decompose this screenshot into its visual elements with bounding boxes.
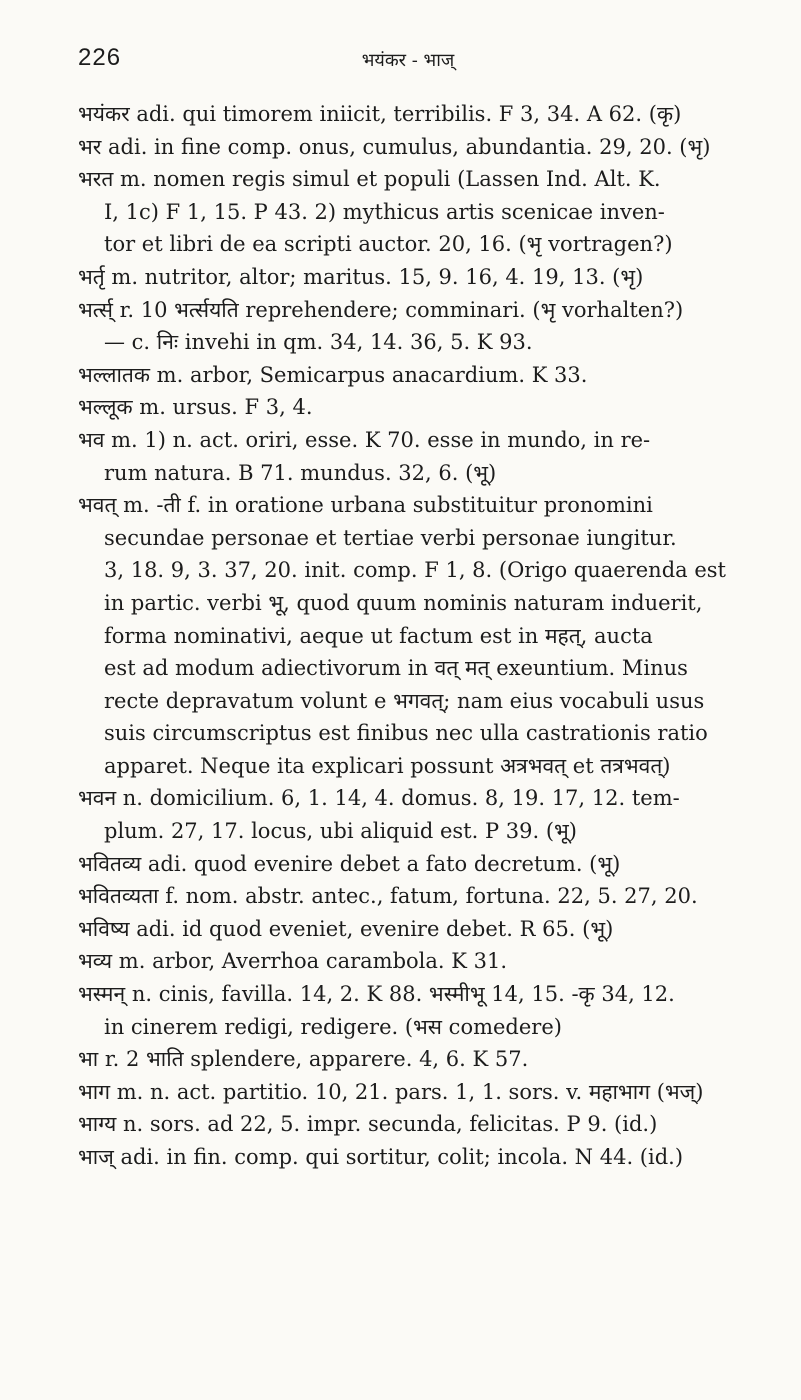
entry-continuation: — c. निः invehi in qm. 34, 14. 36, 5. K 93. — [104, 330, 533, 355]
entry-bhasman — [78, 978, 750, 1043]
entry-bhallataka — [78, 359, 750, 392]
entry-continuation: plum. 27, 17. locus, ubi aliquid est. P 39. (भू) — [104, 819, 577, 844]
entry-bhava — [78, 424, 750, 489]
entry-continuation: suis circumscriptus est finibus nec ulla castrationis ratio — [104, 721, 708, 746]
entry-continuation: tor et libri de ea scripti auctor. 20, 16. (भृ vortragen?) — [104, 232, 673, 257]
entry-bhavitavya — [78, 848, 750, 881]
entry-headline: भर्तृ m. nutritor, altor; maritus. 15, 9. 16, 4. 19, 13. (भृ) — [78, 264, 644, 289]
entry-headline: भरत m. nomen regis simul et populi (Lassen Ind. Alt. K. — [78, 167, 661, 192]
dictionary-entries — [78, 98, 750, 1174]
entry-headline: भविष्य adi. id quod eveniet, evenire debet. R 65. (भू) — [78, 916, 614, 941]
entry-bhartr — [78, 261, 750, 294]
entry-headline: भाज् adi. in fin. comp. qui sortitur, colit; incola. N 44. (id.) — [78, 1145, 684, 1169]
entry-continuation: rum natura. B 71. mundus. 32, 6. (भू) — [104, 460, 497, 485]
entry-bhagya — [78, 1108, 750, 1141]
entry-bha — [78, 1043, 750, 1076]
entry-continuation: I, 1c) F 1, 15. P 43. 2) mythicus artis scenicae inven- — [104, 199, 665, 224]
entry-continuation: secundae personae et tertiae verbi personae iungitur. — [104, 525, 677, 550]
entry-headline: भवन n. domicilium. 6, 1. 14, 4. domus. 8, 19. 17, 12. tem- — [78, 786, 680, 811]
entry-continuation: apparet. Neque ita explicari possunt अत्रभवत् et तत्रभवत्) — [104, 753, 671, 778]
entry-headline: भा r. 2 भाति splendere, apparere. 4, 6. K 57. — [78, 1047, 529, 1072]
entry-continuation: 3, 18. 9, 3. 37, 20. init. comp. F 1, 8. (Origo quaerenda est — [104, 558, 726, 583]
entry-bhaj — [78, 1141, 750, 1174]
entry-bhavishya — [78, 913, 750, 946]
entry-continuation: in partic. verbi भू, quod quum nominis naturam induerit, — [104, 590, 703, 615]
entry-continuation: recte depravatum volunt e भगवत्; nam eius vocabuli usus — [104, 688, 705, 713]
page-number: 226 — [78, 44, 122, 71]
entry-headline: भवत् m. -ती f. in oratione urbana substituitur pronomini — [78, 493, 653, 518]
entry-headline: भस्मन् n. cinis, favilla. 14, 2. K 88. भस्मीभू 14, 15. -कृ 34, 12. — [78, 982, 675, 1007]
entry-headline: भयंकर adi. qui timorem iniicit, terribilis. F 3, 34. A 62. (कृ) — [78, 102, 682, 126]
entry-continuation: forma nominativi, aeque ut factum est in महत्, aucta — [104, 623, 653, 648]
entry-headline: भल्लातक m. arbor, Semicarpus anacardium. K 33. — [78, 362, 588, 387]
entry-bhavat — [78, 489, 750, 782]
entry-bhaga — [78, 1076, 750, 1109]
entry-headline: भर adi. in fine comp. onus, cumulus, abundantia. 29, 20. (भृ) — [78, 134, 711, 159]
entry-bhalluka — [78, 391, 750, 424]
entry-headline: भव m. 1) n. act. oriri, esse. K 70. esse in mundo, in re- — [78, 427, 651, 452]
entry-bhavya — [78, 945, 750, 978]
page-header — [78, 40, 738, 80]
entry-continuation: in cinerem redigi, redigere. (भस comedere) — [104, 1014, 562, 1039]
entry-bhara — [78, 131, 750, 164]
entry-bhavana — [78, 782, 750, 847]
entry-headline: भवितव्यता f. nom. abstr. antec., fatum, fortuna. 22, 5. 27, 20. — [78, 884, 698, 909]
entry-bhayamkara — [78, 98, 750, 131]
entry-bharata — [78, 163, 750, 261]
entry-bhartsh — [78, 294, 750, 359]
entry-headline: भाग्य n. sors. ad 22, 5. impr. secunda, felicitas. P 9. (id.) — [78, 1112, 658, 1137]
entry-continuation: est ad modum adiectivorum in वत् मत् exeuntium. Minus — [104, 656, 688, 681]
entry-headline: भव्य m. arbor, Averrhoa carambola. K 31. — [78, 949, 508, 974]
entry-headline: भर्त्स् r. 10 भर्त्सयति reprehendere; comminari. (भृ vorhalten?) — [78, 297, 684, 322]
entry-headline: भल्लूक m. ursus. F 3, 4. — [78, 395, 313, 420]
entry-bhavitavyata — [78, 880, 750, 913]
entry-headline: भवितव्य adi. quod evenire debet a fato decretum. (भू) — [78, 851, 621, 876]
running-head: भयंकर - भाज् — [361, 50, 455, 71]
entry-headline: भाग m. n. act. partitio. 10, 21. pars. 1, 1. sors. v. महाभाग (भज्) — [78, 1079, 704, 1104]
